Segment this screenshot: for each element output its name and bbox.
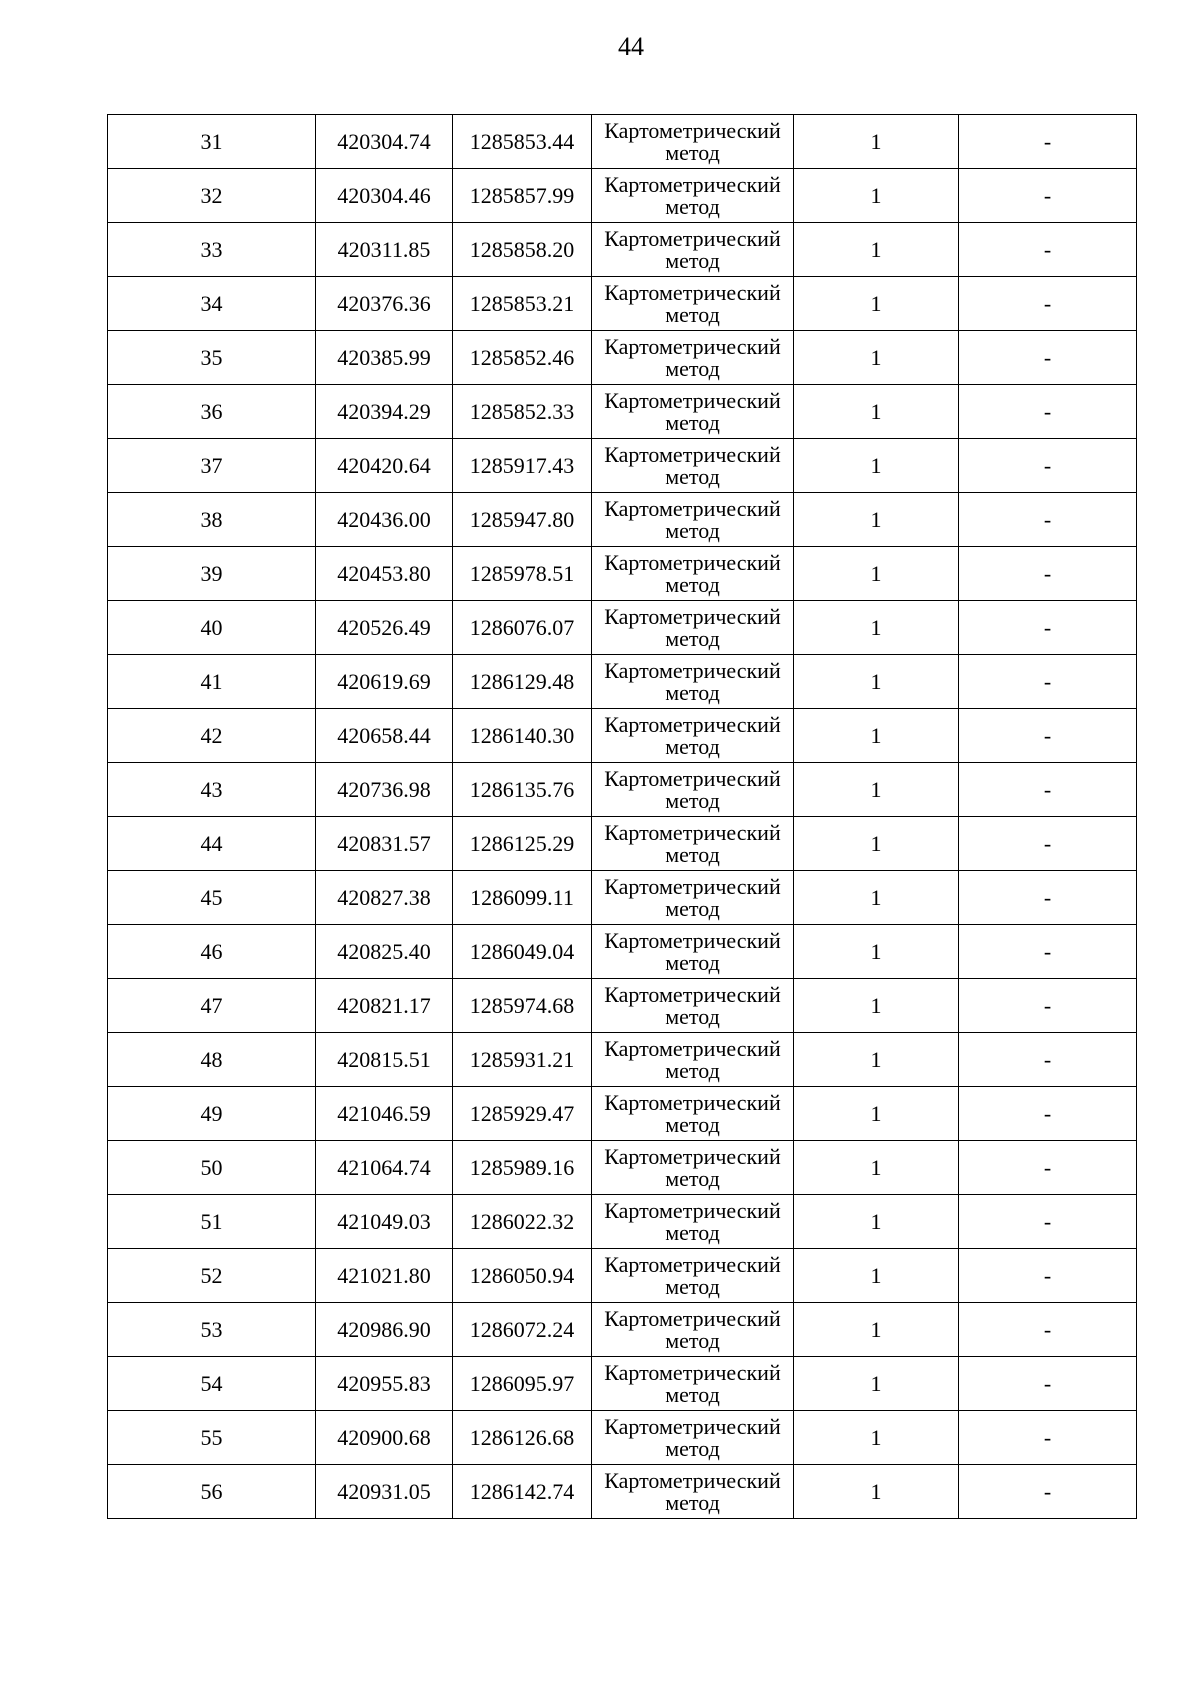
method-label-line2: метод	[665, 1111, 720, 1137]
method-label-line1: Картометрический	[604, 117, 781, 143]
x-coordinate-cell: 420385.99	[316, 331, 453, 385]
table-row	[108, 1357, 1137, 1411]
method-cell	[592, 1195, 794, 1249]
method-label-line1: Картометрический	[604, 171, 781, 197]
page-number: 44	[618, 32, 644, 61]
point-number-cell: 34	[108, 277, 316, 331]
coordinates-table	[107, 114, 1137, 1519]
x-coordinate-cell: 420986.90	[316, 1303, 453, 1357]
method-label-line1: Картометрический	[604, 1251, 781, 1277]
note-cell: -	[959, 925, 1137, 979]
method-label-line1: Картометрический	[604, 1359, 781, 1385]
method-label-line1: Картометрический	[604, 1305, 781, 1331]
y-coordinate-cell: 1285917.43	[453, 439, 592, 493]
y-coordinate-cell: 1286049.04	[453, 925, 592, 979]
accuracy-cell: 1	[794, 709, 959, 763]
table-row	[108, 385, 1137, 439]
x-coordinate-cell: 420304.74	[316, 115, 453, 169]
table-row	[108, 1465, 1137, 1519]
method-cell	[592, 601, 794, 655]
point-number-cell: 51	[108, 1195, 316, 1249]
x-coordinate-cell: 421064.74	[316, 1141, 453, 1195]
point-number-cell: 49	[108, 1087, 316, 1141]
x-coordinate-cell: 420436.00	[316, 493, 453, 547]
note-cell: -	[959, 1249, 1137, 1303]
x-coordinate-cell: 420931.05	[316, 1465, 453, 1519]
method-label-line1: Картометрический	[604, 657, 781, 683]
note-cell: -	[959, 331, 1137, 385]
point-number-cell: 56	[108, 1465, 316, 1519]
y-coordinate-cell: 1286126.68	[453, 1411, 592, 1465]
x-coordinate-cell: 420827.38	[316, 871, 453, 925]
accuracy-cell: 1	[794, 439, 959, 493]
coordinates-table-body	[108, 115, 1137, 1519]
x-coordinate-cell: 420526.49	[316, 601, 453, 655]
y-coordinate-cell: 1285931.21	[453, 1033, 592, 1087]
x-coordinate-cell: 420825.40	[316, 925, 453, 979]
accuracy-cell: 1	[794, 925, 959, 979]
method-cell	[592, 817, 794, 871]
point-number-cell: 38	[108, 493, 316, 547]
table-row	[108, 1141, 1137, 1195]
note-cell: -	[959, 547, 1137, 601]
method-label-line2: метод	[665, 1003, 720, 1029]
accuracy-cell: 1	[794, 1033, 959, 1087]
method-cell	[592, 439, 794, 493]
table-row	[108, 1303, 1137, 1357]
point-number-cell: 54	[108, 1357, 316, 1411]
y-coordinate-cell: 1285853.44	[453, 115, 592, 169]
point-number-cell: 33	[108, 223, 316, 277]
method-label-line1: Картометрический	[604, 711, 781, 737]
method-label-line2: метод	[665, 1435, 720, 1461]
y-coordinate-cell: 1285978.51	[453, 547, 592, 601]
method-label-line2: метод	[665, 463, 720, 489]
method-cell	[592, 493, 794, 547]
y-coordinate-cell: 1286099.11	[453, 871, 592, 925]
method-cell	[592, 1033, 794, 1087]
method-cell	[592, 655, 794, 709]
accuracy-cell: 1	[794, 655, 959, 709]
table-row	[108, 763, 1137, 817]
method-label-line1: Картометрический	[604, 225, 781, 251]
method-label-line2: метод	[665, 625, 720, 651]
method-label-line2: метод	[665, 1219, 720, 1245]
method-label-line1: Картометрический	[604, 927, 781, 953]
accuracy-cell: 1	[794, 979, 959, 1033]
method-cell	[592, 115, 794, 169]
point-number-cell: 43	[108, 763, 316, 817]
method-label-line2: метод	[665, 247, 720, 273]
y-coordinate-cell: 1286022.32	[453, 1195, 592, 1249]
note-cell: -	[959, 385, 1137, 439]
y-coordinate-cell: 1285947.80	[453, 493, 592, 547]
table-row	[108, 709, 1137, 763]
method-label-line2: метод	[665, 733, 720, 759]
method-cell	[592, 1411, 794, 1465]
table-row	[108, 1411, 1137, 1465]
note-cell: -	[959, 1411, 1137, 1465]
accuracy-cell: 1	[794, 763, 959, 817]
y-coordinate-cell: 1285858.20	[453, 223, 592, 277]
table-row	[108, 979, 1137, 1033]
point-number-cell: 36	[108, 385, 316, 439]
table-row	[108, 1249, 1137, 1303]
table-row	[108, 1195, 1137, 1249]
note-cell: -	[959, 1465, 1137, 1519]
accuracy-cell: 1	[794, 223, 959, 277]
note-cell: -	[959, 763, 1137, 817]
method-label-line2: метод	[665, 571, 720, 597]
method-cell	[592, 223, 794, 277]
x-coordinate-cell: 420815.51	[316, 1033, 453, 1087]
accuracy-cell: 1	[794, 1465, 959, 1519]
method-label-line2: метод	[665, 1165, 720, 1191]
method-label-line1: Картометрический	[604, 441, 781, 467]
method-label-line2: метод	[665, 517, 720, 543]
accuracy-cell: 1	[794, 385, 959, 439]
method-label-line1: Картометрический	[604, 387, 781, 413]
y-coordinate-cell: 1286129.48	[453, 655, 592, 709]
y-coordinate-cell: 1285929.47	[453, 1087, 592, 1141]
x-coordinate-cell: 420900.68	[316, 1411, 453, 1465]
method-label-line1: Картометрический	[604, 1197, 781, 1223]
y-coordinate-cell: 1286140.30	[453, 709, 592, 763]
method-cell	[592, 1465, 794, 1519]
method-label-line2: метод	[665, 409, 720, 435]
x-coordinate-cell: 420420.64	[316, 439, 453, 493]
point-number-cell: 55	[108, 1411, 316, 1465]
y-coordinate-cell: 1286135.76	[453, 763, 592, 817]
method-label-line1: Картометрический	[604, 1413, 781, 1439]
method-cell	[592, 385, 794, 439]
x-coordinate-cell: 421049.03	[316, 1195, 453, 1249]
method-label-line1: Картометрический	[604, 1143, 781, 1169]
note-cell: -	[959, 439, 1137, 493]
method-label-line2: метод	[665, 895, 720, 921]
accuracy-cell: 1	[794, 547, 959, 601]
y-coordinate-cell: 1285989.16	[453, 1141, 592, 1195]
table-row	[108, 331, 1137, 385]
method-cell	[592, 1141, 794, 1195]
method-label-line1: Картометрический	[604, 981, 781, 1007]
method-label-line2: метод	[665, 1057, 720, 1083]
point-number-cell: 39	[108, 547, 316, 601]
method-label-line2: метод	[665, 301, 720, 327]
method-label-line2: метод	[665, 193, 720, 219]
table-row	[108, 547, 1137, 601]
y-coordinate-cell: 1286095.97	[453, 1357, 592, 1411]
note-cell: -	[959, 817, 1137, 871]
y-coordinate-cell: 1285974.68	[453, 979, 592, 1033]
point-number-cell: 40	[108, 601, 316, 655]
method-label-line2: метод	[665, 679, 720, 705]
method-cell	[592, 1303, 794, 1357]
y-coordinate-cell: 1285852.33	[453, 385, 592, 439]
table-row	[108, 439, 1137, 493]
accuracy-cell: 1	[794, 817, 959, 871]
y-coordinate-cell: 1285857.99	[453, 169, 592, 223]
point-number-cell: 46	[108, 925, 316, 979]
x-coordinate-cell: 420304.46	[316, 169, 453, 223]
accuracy-cell: 1	[794, 1195, 959, 1249]
accuracy-cell: 1	[794, 1249, 959, 1303]
note-cell: -	[959, 601, 1137, 655]
point-number-cell: 44	[108, 817, 316, 871]
method-label-line1: Картометрический	[604, 819, 781, 845]
x-coordinate-cell: 421046.59	[316, 1087, 453, 1141]
method-label-line2: метод	[665, 355, 720, 381]
table-row	[108, 493, 1137, 547]
x-coordinate-cell: 420955.83	[316, 1357, 453, 1411]
note-cell: -	[959, 871, 1137, 925]
method-cell	[592, 1087, 794, 1141]
point-number-cell: 45	[108, 871, 316, 925]
method-label-line1: Картометрический	[604, 603, 781, 629]
method-label-line2: метод	[665, 1381, 720, 1407]
x-coordinate-cell: 420311.85	[316, 223, 453, 277]
method-label-line2: метод	[665, 1327, 720, 1353]
accuracy-cell: 1	[794, 1411, 959, 1465]
table-row	[108, 925, 1137, 979]
accuracy-cell: 1	[794, 1357, 959, 1411]
y-coordinate-cell: 1286125.29	[453, 817, 592, 871]
table-row	[108, 817, 1137, 871]
x-coordinate-cell: 420619.69	[316, 655, 453, 709]
method-label-line1: Картометрический	[604, 549, 781, 575]
method-cell	[592, 925, 794, 979]
note-cell: -	[959, 1303, 1137, 1357]
x-coordinate-cell: 420453.80	[316, 547, 453, 601]
y-coordinate-cell: 1286050.94	[453, 1249, 592, 1303]
point-number-cell: 35	[108, 331, 316, 385]
note-cell: -	[959, 223, 1137, 277]
note-cell: -	[959, 1087, 1137, 1141]
method-cell	[592, 1249, 794, 1303]
point-number-cell: 42	[108, 709, 316, 763]
method-cell	[592, 763, 794, 817]
accuracy-cell: 1	[794, 1087, 959, 1141]
method-cell	[592, 277, 794, 331]
table-row	[108, 871, 1137, 925]
y-coordinate-cell: 1285853.21	[453, 277, 592, 331]
table-row	[108, 223, 1137, 277]
method-label-line1: Картометрический	[604, 765, 781, 791]
method-cell	[592, 871, 794, 925]
note-cell: -	[959, 1357, 1137, 1411]
x-coordinate-cell: 420658.44	[316, 709, 453, 763]
x-coordinate-cell: 420736.98	[316, 763, 453, 817]
method-cell	[592, 547, 794, 601]
y-coordinate-cell: 1286142.74	[453, 1465, 592, 1519]
note-cell: -	[959, 655, 1137, 709]
point-number-cell: 37	[108, 439, 316, 493]
x-coordinate-cell: 420831.57	[316, 817, 453, 871]
method-label-line2: метод	[665, 949, 720, 975]
accuracy-cell: 1	[794, 1303, 959, 1357]
method-cell	[592, 709, 794, 763]
accuracy-cell: 1	[794, 493, 959, 547]
table-row	[108, 115, 1137, 169]
method-label-line1: Картометрический	[604, 1089, 781, 1115]
method-cell	[592, 979, 794, 1033]
accuracy-cell: 1	[794, 169, 959, 223]
point-number-cell: 52	[108, 1249, 316, 1303]
accuracy-cell: 1	[794, 115, 959, 169]
x-coordinate-cell: 421021.80	[316, 1249, 453, 1303]
table-row	[108, 1033, 1137, 1087]
point-number-cell: 48	[108, 1033, 316, 1087]
method-label-line1: Картометрический	[604, 1467, 781, 1493]
method-label-line2: метод	[665, 787, 720, 813]
note-cell: -	[959, 115, 1137, 169]
note-cell: -	[959, 979, 1137, 1033]
point-number-cell: 50	[108, 1141, 316, 1195]
note-cell: -	[959, 169, 1137, 223]
y-coordinate-cell: 1286076.07	[453, 601, 592, 655]
accuracy-cell: 1	[794, 1141, 959, 1195]
accuracy-cell: 1	[794, 871, 959, 925]
x-coordinate-cell: 420394.29	[316, 385, 453, 439]
method-label-line2: метод	[665, 1273, 720, 1299]
note-cell: -	[959, 1141, 1137, 1195]
accuracy-cell: 1	[794, 601, 959, 655]
point-number-cell: 47	[108, 979, 316, 1033]
method-label-line2: метод	[665, 1489, 720, 1515]
table-row	[108, 655, 1137, 709]
method-cell	[592, 1357, 794, 1411]
note-cell: -	[959, 1195, 1137, 1249]
method-cell	[592, 331, 794, 385]
note-cell: -	[959, 1033, 1137, 1087]
x-coordinate-cell: 420376.36	[316, 277, 453, 331]
y-coordinate-cell: 1286072.24	[453, 1303, 592, 1357]
method-label-line1: Картометрический	[604, 1035, 781, 1061]
table-row	[108, 1087, 1137, 1141]
x-coordinate-cell: 420821.17	[316, 979, 453, 1033]
point-number-cell: 31	[108, 115, 316, 169]
point-number-cell: 32	[108, 169, 316, 223]
y-coordinate-cell: 1285852.46	[453, 331, 592, 385]
method-label-line1: Картометрический	[604, 279, 781, 305]
method-label-line1: Картометрический	[604, 495, 781, 521]
method-label-line1: Картометрический	[604, 333, 781, 359]
table-row	[108, 601, 1137, 655]
note-cell: -	[959, 709, 1137, 763]
table-row	[108, 169, 1137, 223]
method-cell	[592, 169, 794, 223]
point-number-cell: 41	[108, 655, 316, 709]
table-row	[108, 277, 1137, 331]
method-label-line2: метод	[665, 139, 720, 165]
method-label-line1: Картометрический	[604, 873, 781, 899]
note-cell: -	[959, 277, 1137, 331]
point-number-cell: 53	[108, 1303, 316, 1357]
method-label-line2: метод	[665, 841, 720, 867]
accuracy-cell: 1	[794, 277, 959, 331]
accuracy-cell: 1	[794, 331, 959, 385]
note-cell: -	[959, 493, 1137, 547]
